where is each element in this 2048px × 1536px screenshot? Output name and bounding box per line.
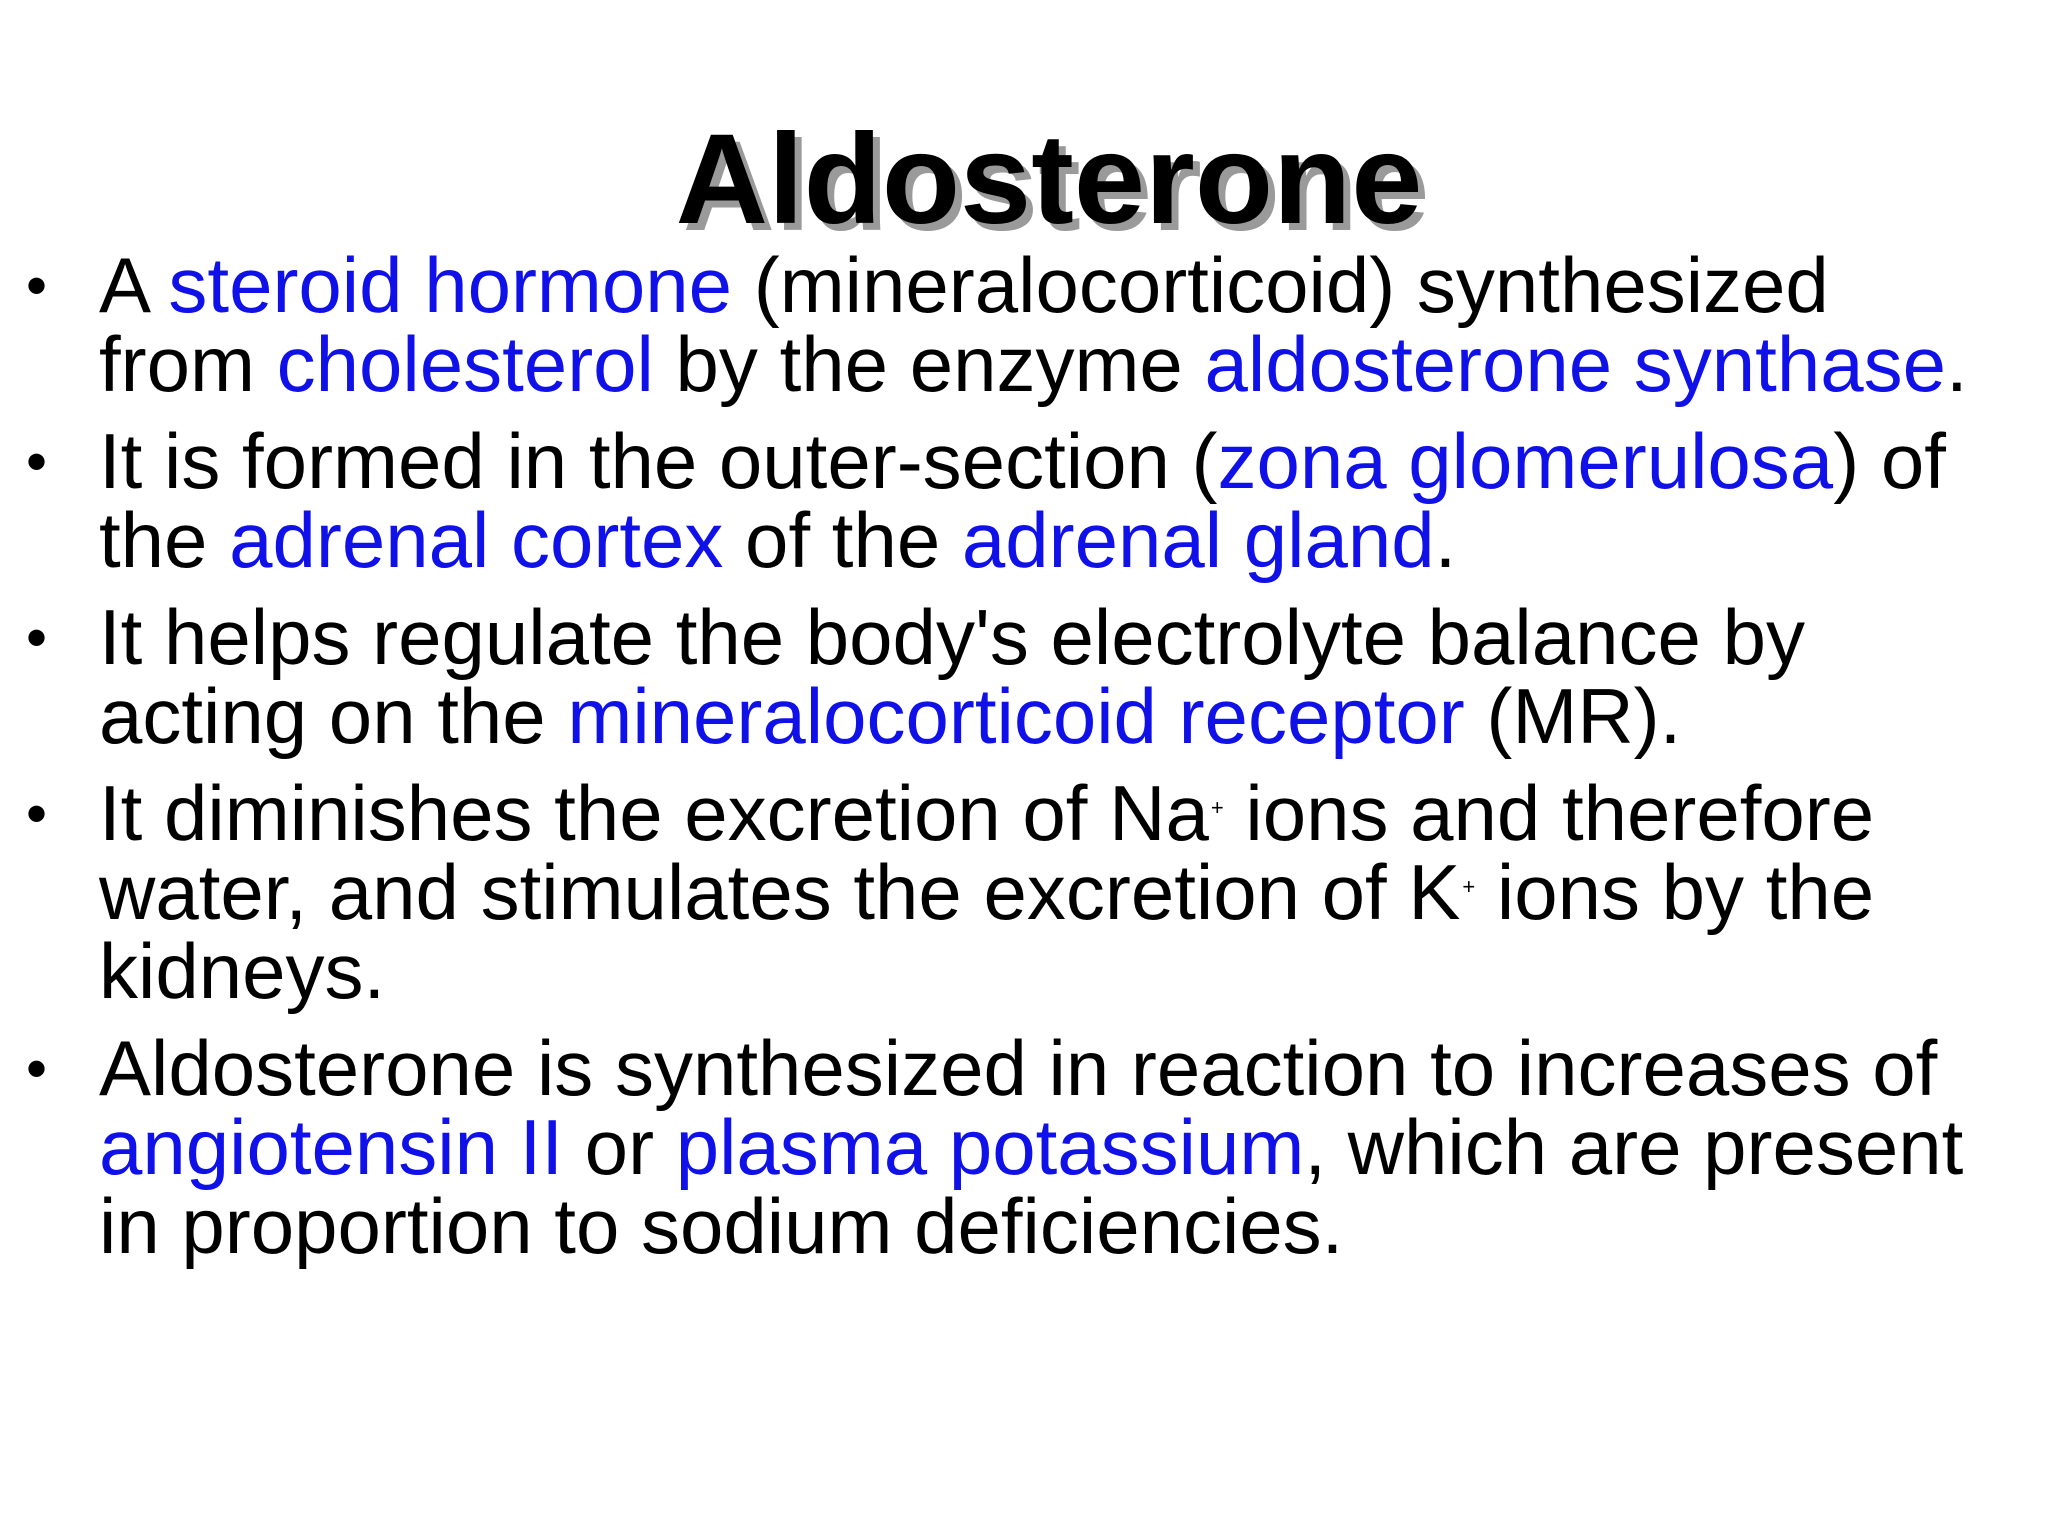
bullet-4-line-1 bbox=[99, 769, 2028, 857]
bullet-item-4 bbox=[0, 769, 2048, 1015]
bullet-3-line-2 bbox=[99, 672, 2028, 760]
superscript-plus: + bbox=[1462, 874, 1476, 899]
text: A bbox=[99, 241, 169, 329]
link-adrenal-gland[interactable]: adrenal gland bbox=[961, 496, 1435, 584]
text: . bbox=[1434, 496, 1457, 584]
text: acting on the bbox=[99, 672, 568, 760]
text: . bbox=[1945, 320, 1968, 408]
bullet-4-line-2 bbox=[99, 848, 2028, 936]
bullet-5-line-3: in proportion to sodium deficiencies. bbox=[99, 1182, 1344, 1270]
link-mineralocorticoid-receptor[interactable]: mineralocorticoid receptor bbox=[567, 672, 1465, 760]
bullet-list bbox=[0, 241, 2048, 1284]
text: ions and therefore bbox=[1223, 769, 1875, 857]
bullet-dot-icon: • bbox=[26, 428, 48, 495]
text: from bbox=[99, 320, 277, 408]
text: It is formed in the outer-section ( bbox=[99, 417, 1218, 505]
superscript-plus: + bbox=[1210, 795, 1224, 820]
text: (MR). bbox=[1464, 672, 1682, 760]
link-aldosterone-synthase[interactable]: aldosterone synthase bbox=[1204, 320, 1946, 408]
text: water, and stimulates the excretion of K bbox=[99, 848, 1461, 936]
bullet-3-line-1: It helps regulate the body's electrolyte balance by bbox=[99, 593, 1805, 681]
text: by the enzyme bbox=[653, 320, 1205, 408]
link-steroid-hormone[interactable]: steroid hormone bbox=[168, 241, 733, 329]
text: ) of bbox=[1833, 417, 1946, 505]
slide-title: Aldosterone bbox=[675, 108, 1423, 251]
link-angiotensin-ii[interactable]: angiotensin II bbox=[99, 1103, 564, 1191]
link-cholesterol[interactable]: cholesterol bbox=[276, 320, 654, 408]
link-zona-glomerulosa[interactable]: zona glomerulosa bbox=[1217, 417, 1834, 505]
bullet-4-line-3: kidneys. bbox=[99, 927, 386, 1015]
text: the bbox=[99, 496, 230, 584]
bullet-2-line-2 bbox=[99, 496, 2028, 584]
text: or bbox=[563, 1103, 676, 1191]
text: of the bbox=[723, 496, 962, 584]
link-adrenal-cortex[interactable]: adrenal cortex bbox=[229, 496, 724, 584]
bullet-2-line-1 bbox=[99, 417, 2028, 505]
bullet-dot-icon: • bbox=[26, 604, 48, 671]
bullet-5-line-1: Aldosterone is synthesized in reaction to increases of bbox=[99, 1024, 1938, 1112]
text: ions by the bbox=[1475, 848, 1875, 936]
bullet-item-1 bbox=[0, 241, 2048, 408]
bullet-1-line-1 bbox=[99, 241, 2028, 329]
bullet-dot-icon: • bbox=[26, 1035, 48, 1102]
text: (mineralocorticoid) synthesized bbox=[732, 241, 1829, 329]
text: It diminishes the excretion of Na bbox=[99, 769, 1209, 857]
bullet-item-2 bbox=[0, 417, 2048, 584]
bullet-5-line-2 bbox=[99, 1103, 2028, 1191]
link-plasma-potassium[interactable]: plasma potassium bbox=[675, 1103, 1305, 1191]
bullet-dot-icon: • bbox=[26, 780, 48, 847]
bullet-dot-icon: • bbox=[26, 252, 48, 319]
bullet-item-3 bbox=[0, 593, 2048, 760]
bullet-item-5 bbox=[0, 1024, 2048, 1270]
text: , which are present bbox=[1304, 1103, 1964, 1191]
bullet-1-line-2 bbox=[99, 320, 2028, 408]
